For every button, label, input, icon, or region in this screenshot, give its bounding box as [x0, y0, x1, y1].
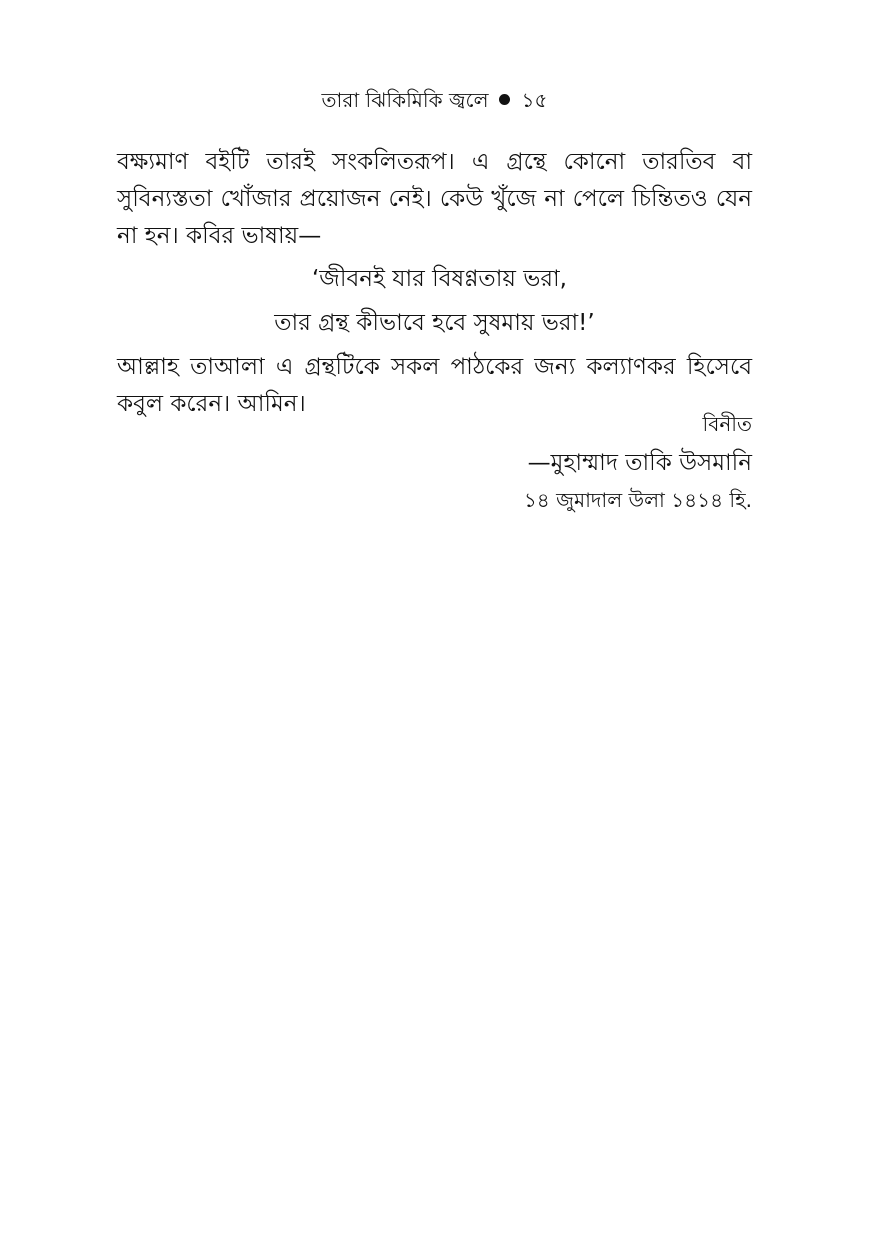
- signoff-date: ১৪ জুমাদাল উলা ১৪১৪ হি.: [523, 488, 752, 512]
- book-title: তারা ঝিকিমিকি জ্বলে: [321, 88, 489, 112]
- paragraph-intro: বক্ষ্যমাণ বইটি তারই সংকলিতরূপ। এ গ্রন্থে কোনো তারতিব বা সুবিন্যস্ততা খোঁজার প্রয়োজন নেই। কেউ খুঁজে না পেলে চিন্তিতও যেন না হন। কবির ভাষায়—: [117, 149, 752, 249]
- signoff-block: [524, 410, 752, 514]
- running-header: [0, 86, 869, 114]
- author-name: —মুহাম্মাদ তাকি উসমানি: [527, 450, 752, 476]
- signoff-label: বিনীত: [702, 412, 752, 436]
- body-text: [117, 144, 752, 423]
- verse-line-1: ‘জীবনই যার বিষণ্ণতায় ভরা,: [311, 266, 567, 292]
- bullet-separator: [499, 94, 510, 105]
- verse-quote: [117, 257, 752, 345]
- paragraph-prayer: আল্লাহ তাআলা এ গ্রন্থটিকে সকল পাঠকের জন্য কল্যাণকর হিসেবে কবুল করেন। আমিন।: [117, 354, 752, 417]
- page-number: ১৫: [521, 88, 548, 112]
- verse-line-2: তার গ্রন্থ কীভাবে হবে সুষমায় ভরা!’: [274, 310, 595, 336]
